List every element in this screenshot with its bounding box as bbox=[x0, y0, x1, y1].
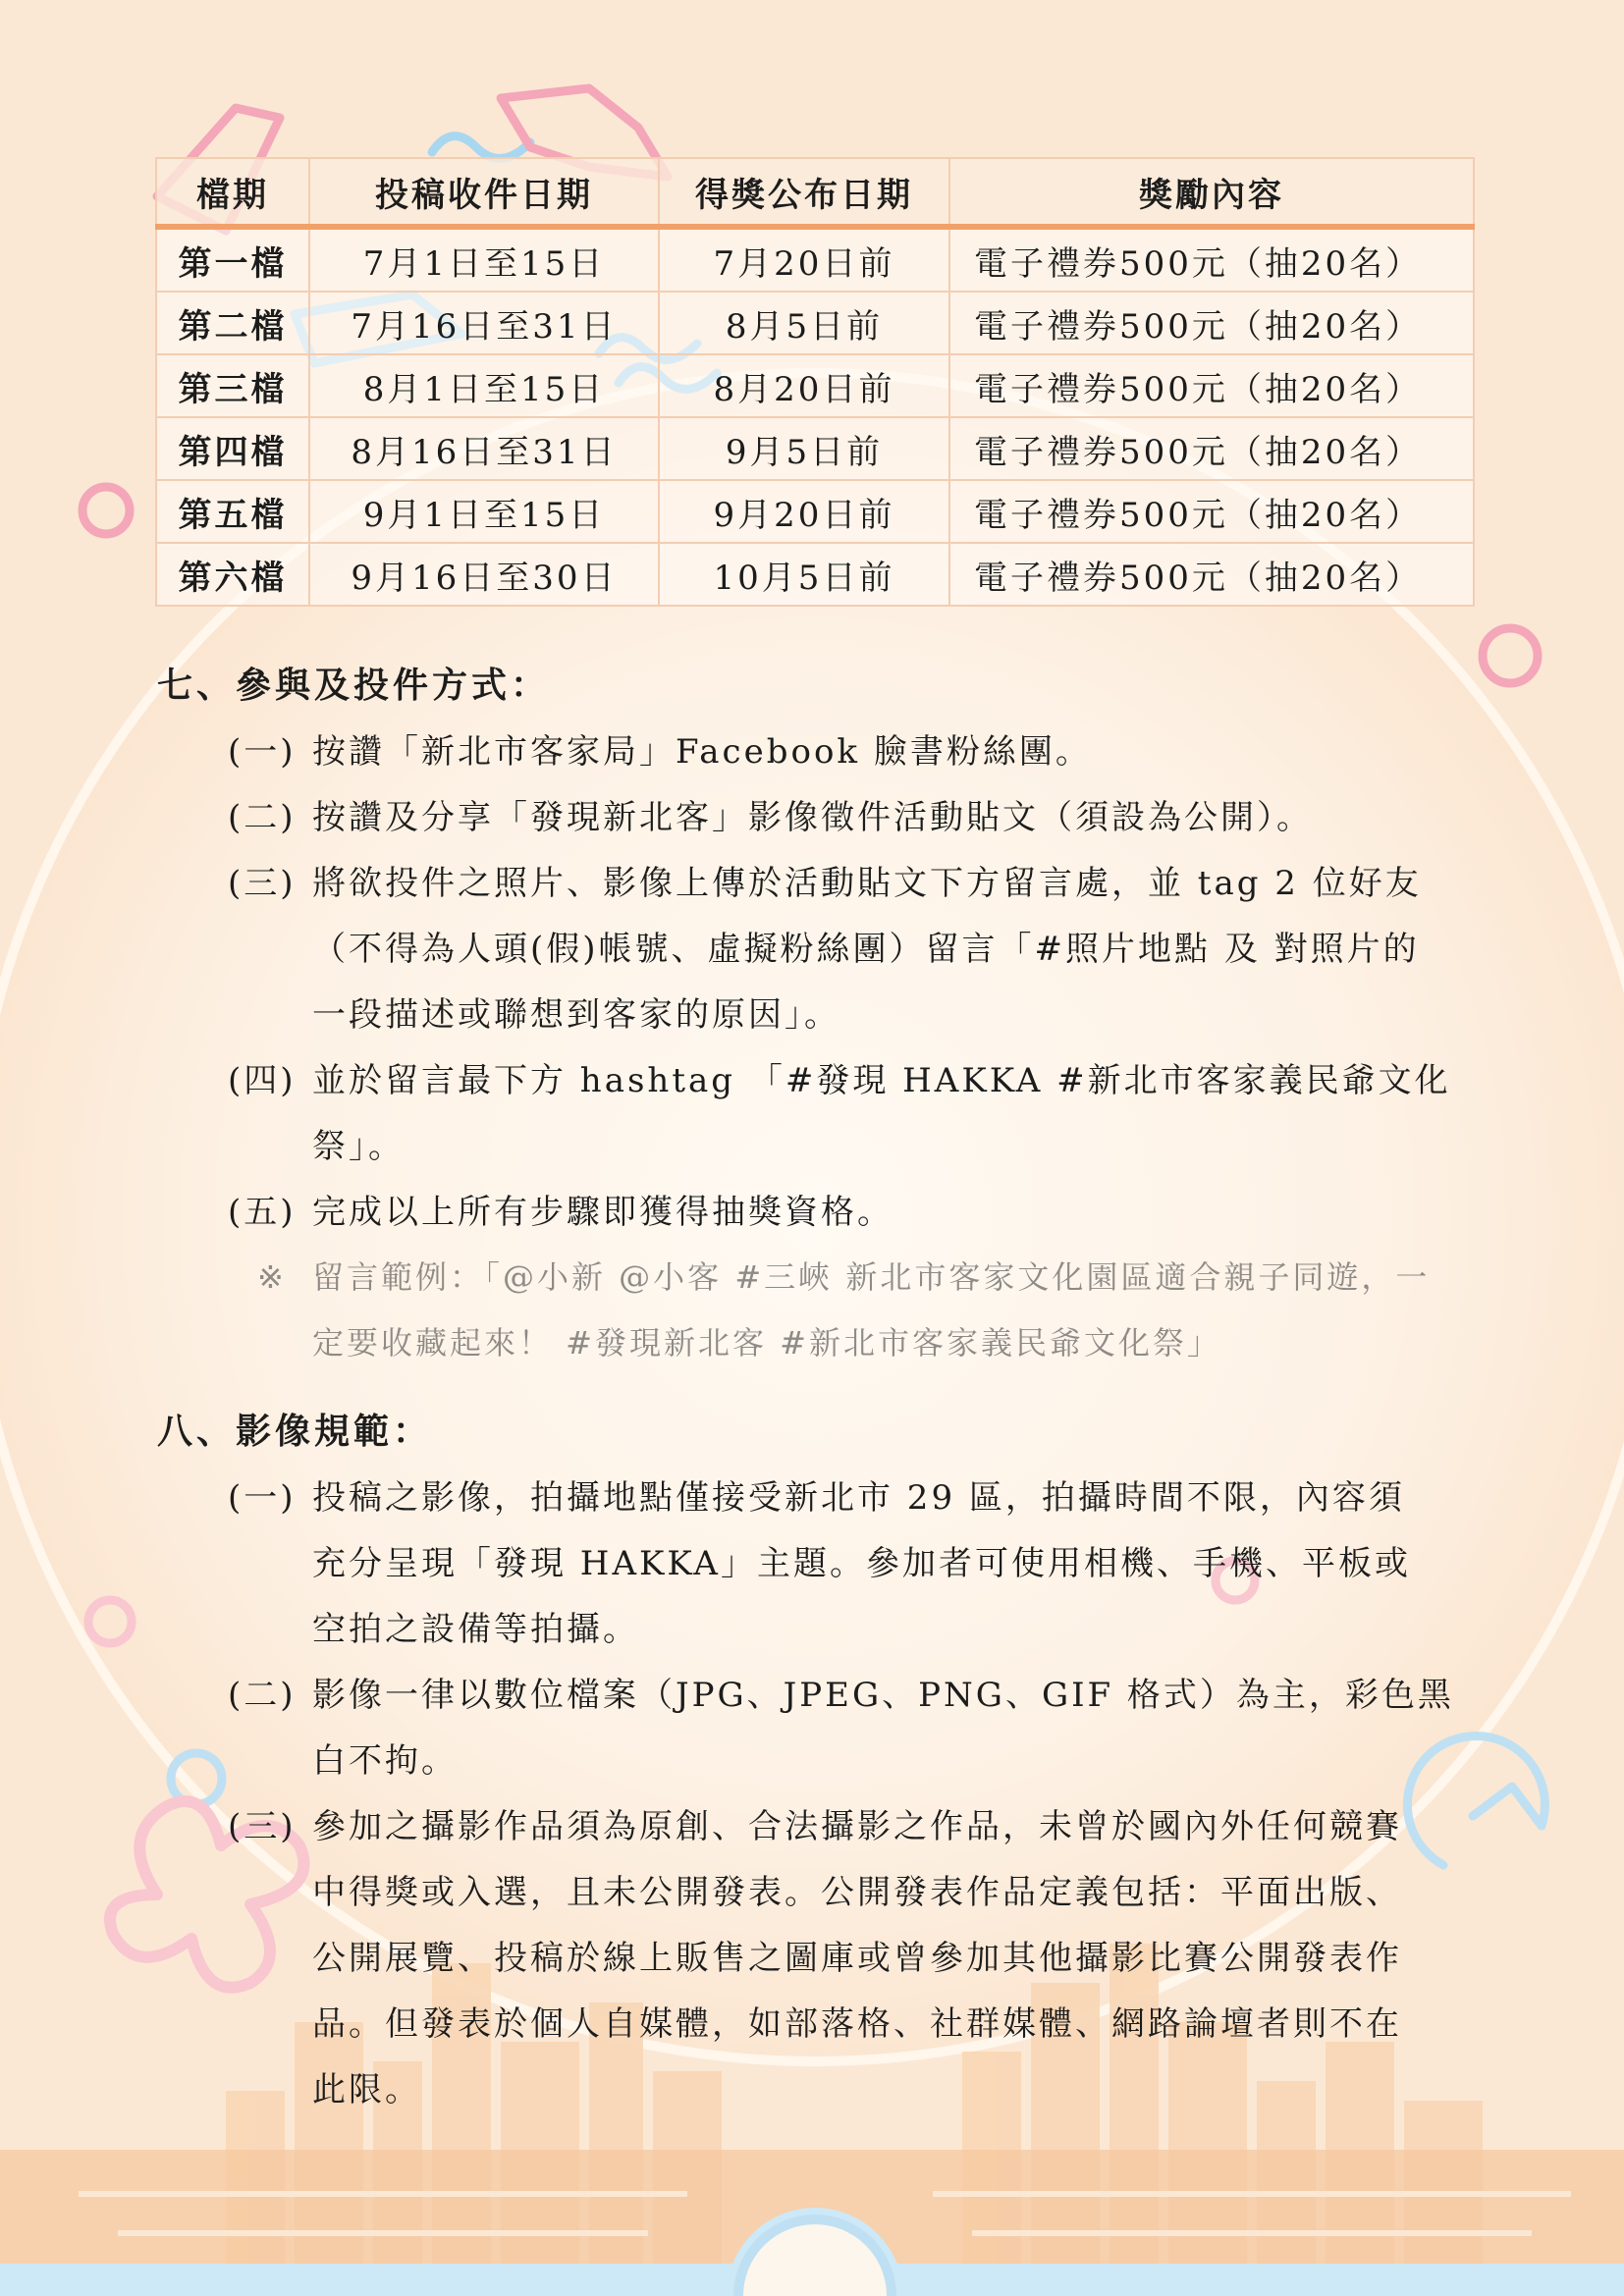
header-period: 檔期 bbox=[156, 158, 309, 227]
item-number: (二) bbox=[228, 1676, 297, 1715]
item-number: (三) bbox=[228, 1807, 297, 1846]
reward-cell: 電子禮券500元（抽20名） bbox=[949, 292, 1474, 354]
submission-date-cell: 7月1日至15日 bbox=[309, 227, 659, 292]
item-text-continued: 空拍之設備等拍攝。 bbox=[312, 1610, 639, 1649]
reward-cell: 電子禮券500元（抽20名） bbox=[949, 417, 1474, 480]
list-item bbox=[228, 724, 1092, 773]
item-number: (三) bbox=[228, 864, 297, 903]
item-text-continued: 品。但發表於個人自媒體，如部落格、社群媒體、網路論壇者則不在 bbox=[312, 2004, 1402, 2044]
period-cell: 第二檔 bbox=[156, 292, 309, 354]
reward-cell: 電子禮券500元（抽20名） bbox=[949, 480, 1474, 543]
announcement-date-cell: 9月5日前 bbox=[659, 417, 949, 480]
period-cell: 第四檔 bbox=[156, 417, 309, 480]
period-cell: 第一檔 bbox=[156, 227, 309, 292]
item-number: (一) bbox=[228, 732, 297, 772]
item-text: 並於留言最下方 hashtag 「#發現 HAKKA #新北市客家義民爺文化 bbox=[312, 1061, 1451, 1100]
period-cell: 第五檔 bbox=[156, 480, 309, 543]
item-text-continued: 充分呈現「發現 HAKKA」主題。參加者可使用相機、手機、平板或 bbox=[312, 1544, 1411, 1583]
item-text-continued: 白不拘。 bbox=[312, 1741, 458, 1781]
note-text: 留言範例：「@小新 @小客 #三峽 新北市客家文化園區適合親子同遊，一 bbox=[312, 1258, 1431, 1296]
announcement-date-cell: 7月20日前 bbox=[659, 227, 949, 292]
item-text: 將欲投件之照片、影像上傳於活動貼文下方留言處，並 tag 2 位好友 bbox=[312, 864, 1422, 903]
item-text: 投稿之影像，拍攝地點僅接受新北市 29 區，拍攝時間不限，內容須 bbox=[312, 1478, 1405, 1518]
table-row bbox=[156, 543, 1474, 606]
list-item bbox=[228, 1185, 893, 1233]
item-number: (五) bbox=[228, 1193, 297, 1232]
table-row bbox=[156, 227, 1474, 292]
reward-cell: 電子禮券500元（抽20名） bbox=[949, 354, 1474, 417]
item-text-continued: 祭」。 bbox=[312, 1127, 405, 1166]
table-row bbox=[156, 417, 1474, 480]
table-row bbox=[156, 480, 1474, 543]
submission-date-cell: 9月16日至30日 bbox=[309, 543, 659, 606]
list-item bbox=[228, 1668, 1454, 1716]
item-text-continued: 一段描述或聯想到客家的原因」。 bbox=[312, 995, 840, 1035]
note-mark: ※ bbox=[257, 1258, 287, 1296]
item-text-continued: （不得為人頭(假)帳號、虛擬粉絲團）留言「#照片地點 及 對照片的 bbox=[312, 930, 1420, 969]
reward-cell: 電子禮券500元（抽20名） bbox=[949, 227, 1474, 292]
list-item bbox=[228, 1799, 1402, 1847]
example-note bbox=[257, 1253, 1430, 1298]
header-submission-date: 投稿收件日期 bbox=[309, 158, 659, 227]
table-row bbox=[156, 292, 1474, 354]
list-item bbox=[228, 1470, 1405, 1519]
announcement-date-cell: 9月20日前 bbox=[659, 480, 949, 543]
item-text: 按讚及分享「發現新北客」影像徵件活動貼文（須設為公開）。 bbox=[312, 798, 1313, 837]
header-announcement-date: 得獎公布日期 bbox=[659, 158, 949, 227]
announcement-date-cell: 8月5日前 bbox=[659, 292, 949, 354]
table-row bbox=[156, 354, 1474, 417]
list-item bbox=[228, 856, 1422, 904]
submission-date-cell: 8月1日至15日 bbox=[309, 354, 659, 417]
submission-date-cell: 9月1日至15日 bbox=[309, 480, 659, 543]
table-header-row bbox=[156, 158, 1474, 227]
item-text: 影像一律以數位檔案（JPG、JPEG、PNG、GIF 格式）為主，彩色黑 bbox=[312, 1676, 1454, 1715]
submission-date-cell: 7月16日至31日 bbox=[309, 292, 659, 354]
section-8-title: 八、影像規範： bbox=[157, 1411, 433, 1452]
period-cell: 第六檔 bbox=[156, 543, 309, 606]
list-item bbox=[228, 1053, 1451, 1101]
submission-date-cell: 8月16日至31日 bbox=[309, 417, 659, 480]
item-number: (四) bbox=[228, 1061, 297, 1100]
item-text: 參加之攝影作品須為原創、合法攝影之作品，未曾於國內外任何競賽 bbox=[312, 1807, 1402, 1846]
announcement-date-cell: 10月5日前 bbox=[659, 543, 949, 606]
item-text-continued: 公開展覽、投稿於線上販售之圖庫或曾參加其他攝影比賽公開發表作 bbox=[312, 1939, 1402, 1978]
section-7-title: 七、參與及投件方式： bbox=[157, 665, 551, 706]
note-text-continued: 定要收藏起來！ #發現新北客 #新北市客家義民爺文化祭」 bbox=[312, 1324, 1221, 1362]
header-reward: 獎勵內容 bbox=[949, 158, 1474, 227]
item-number: (一) bbox=[228, 1478, 297, 1518]
item-text-continued: 此限。 bbox=[312, 2070, 421, 2109]
reward-cell: 電子禮券500元（抽20名） bbox=[949, 543, 1474, 606]
announcement-date-cell: 8月20日前 bbox=[659, 354, 949, 417]
item-text: 按讚「新北市客家局」Facebook 臉書粉絲團。 bbox=[312, 732, 1092, 772]
schedule-table bbox=[155, 157, 1475, 607]
period-cell: 第三檔 bbox=[156, 354, 309, 417]
item-text-continued: 中得獎或入選，且未公開發表。公開發表作品定義包括：平面出版、 bbox=[312, 1873, 1402, 1912]
list-item bbox=[228, 790, 1313, 838]
item-text: 完成以上所有步驟即獲得抽獎資格。 bbox=[312, 1193, 893, 1232]
item-number: (二) bbox=[228, 798, 297, 837]
